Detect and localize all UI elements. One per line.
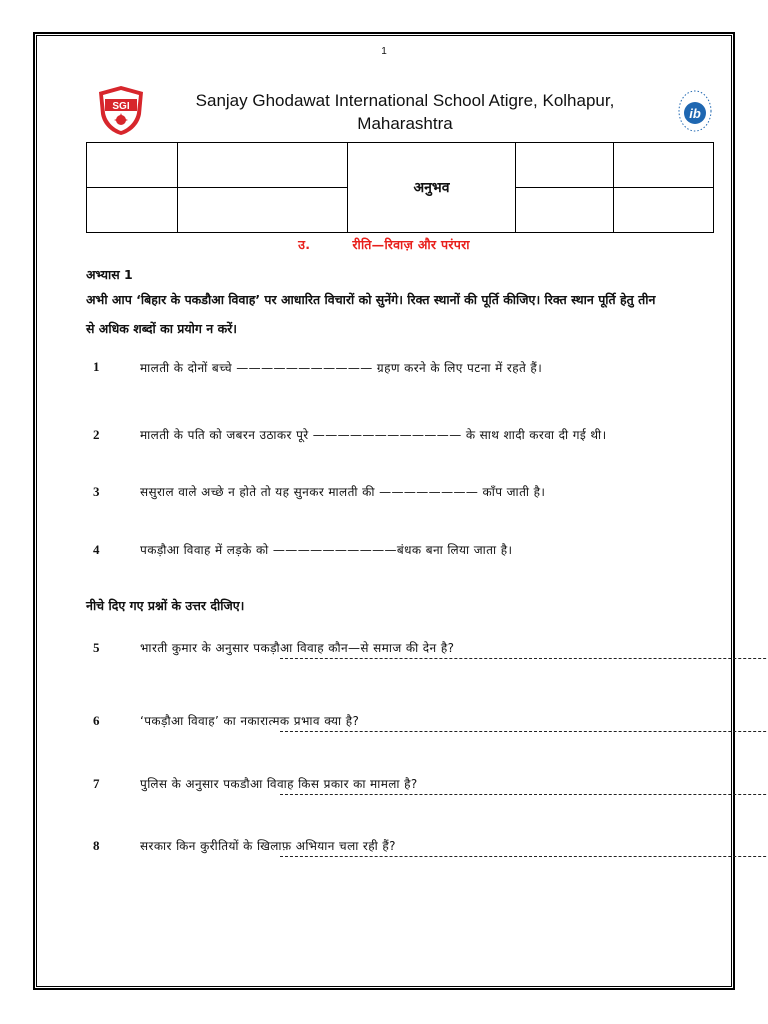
blank-text: मालती के पति को जबरन उठाकर पूरे ———————————— के साथ शादी करवा दी गई थी।: [140, 428, 607, 442]
question-number: 7: [93, 776, 100, 791]
header-cell: [516, 188, 614, 233]
question: [140, 711, 666, 732]
sgi-logo-text: SGI: [112, 101, 130, 112]
blank-number: 3: [93, 484, 100, 499]
blank-text: ससुराल वाले अच्छे न होते तो यह सुनकर मालती की ———————— काँप जाती है।: [140, 485, 546, 499]
blank-number: 2: [93, 427, 100, 442]
sgi-logo: [96, 84, 146, 136]
ib-logo-text: ib: [689, 106, 701, 121]
unit-title: [0, 236, 768, 253]
answer-line[interactable]: [280, 794, 768, 795]
question-number: 6: [93, 713, 100, 728]
header-cell: [87, 143, 178, 188]
answer-line[interactable]: [280, 731, 768, 732]
exercise-instruction: अभी आप ‘बिहार के पकडौआ विवाह’ पर आधारित विचारों को सुनेंगे। रिक्त स्थानों की पूर्ति कीजिए। रिक्त स्थान पूर्ति हेतु तीन से अधिक शब्दों का प्रयोग न करें।: [86, 292, 656, 336]
blank-number: 1: [93, 359, 100, 374]
question-number: 8: [93, 838, 100, 853]
page-number: 1: [381, 46, 387, 57]
answer-line[interactable]: [280, 856, 768, 857]
header-cell: [178, 143, 348, 188]
header-cell: [516, 143, 614, 188]
answer-line[interactable]: [280, 658, 768, 659]
header-cell: [614, 188, 714, 233]
question-text: ‘पकड़ौआ विवाह’ का नकारात्मक प्रभाव क्या है?: [140, 714, 360, 728]
unit-title-text: रीति—रिवाज़ और परंपरा: [352, 237, 470, 252]
section2-heading: नीचे दिए गए प्रश्नों के उत्तर दीजिए।: [86, 598, 245, 613]
question-text: भारती कुमार के अनुसार पकड़ौआ विवाह कौन—से समाज की देन है?: [140, 641, 455, 655]
unit-number: उ.: [298, 237, 311, 252]
header-table: [86, 142, 714, 233]
exercise-label: अभ्यास 1: [86, 267, 133, 282]
ib-logo: [676, 88, 714, 134]
experience-label: अनुभव: [348, 143, 516, 233]
question: [140, 836, 666, 857]
header-cell: [614, 143, 714, 188]
blank-text: मालती के दोनों बच्चे ——————————— ग्रहण करने के लिए पटना में रहते हैं।: [140, 361, 543, 375]
question-text: सरकार किन कुरीतियों के खिलाफ़ अभियान चला रही हैं?: [140, 839, 396, 853]
header-cell: [178, 188, 348, 233]
header-cell: [87, 188, 178, 233]
question: [140, 638, 666, 659]
question-text: पुलिस के अनुसार पकडौआ विवाह किस प्रकार का मामला है?: [140, 777, 418, 791]
question: [140, 774, 666, 795]
blank-text: पकड़ौआ विवाह में लड़के को ——————————बंधक बना लिया जाता है।: [140, 543, 513, 557]
blank-number: 4: [93, 542, 100, 557]
question-number: 5: [93, 640, 100, 655]
school-name: Sanjay Ghodawat International School Atigre, Kolhapur, Maharashtra: [195, 91, 615, 133]
